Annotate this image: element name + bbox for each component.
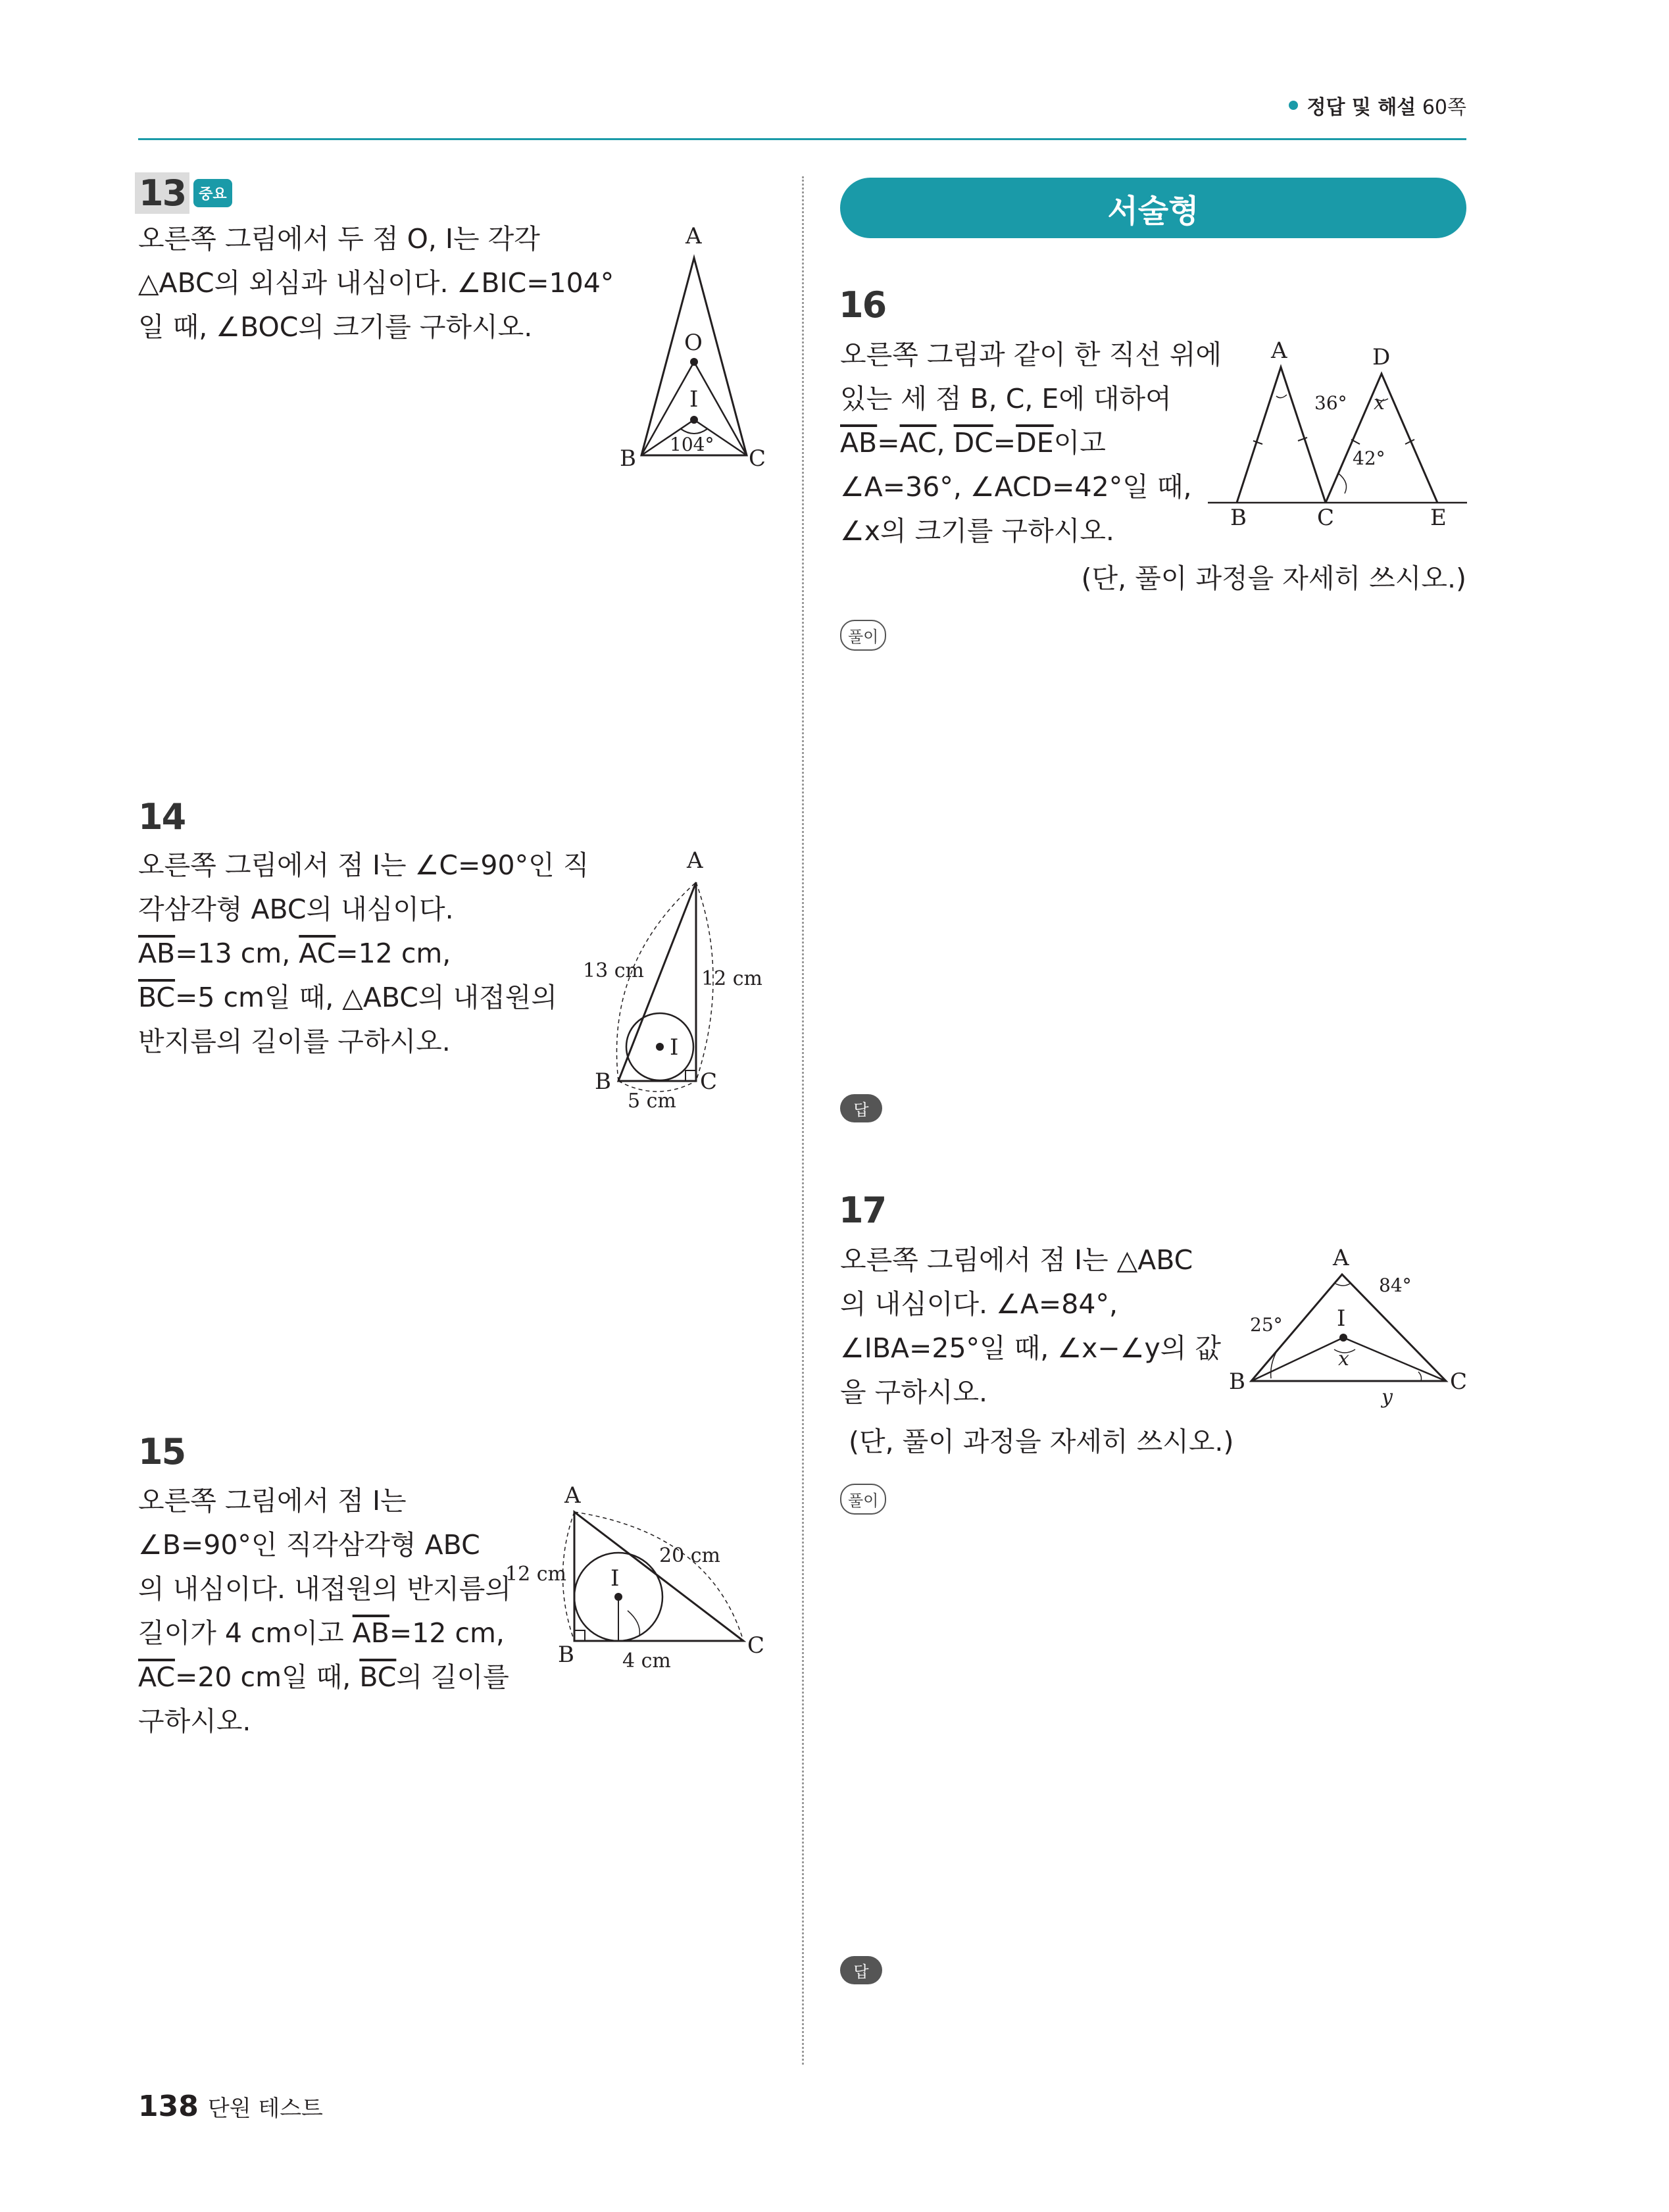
answer-reference-page: 60쪽: [1422, 96, 1466, 119]
label-b: B: [620, 445, 636, 472]
problem-16-text: 오른쪽 그림과 같이 한 직선 위에 있는 세 점 B, C, E에 대하여 $\overline{AB}=\overline{AC}$, $\overline{DC}=\overline{DE}$이고 ∠A=36°, ∠ACD=42°일 때, ∠x의 크기를 구하시오.: [840, 339, 1222, 547]
label-a: A: [687, 847, 703, 874]
label-angle-bic: 104°: [670, 434, 714, 455]
problem-14-number: 14: [138, 796, 186, 838]
column-divider: [802, 176, 804, 2065]
problem-15-figure: [500, 1480, 783, 1684]
problem-17-solution-label: 풀이: [840, 1484, 886, 1515]
section-name: 단원 테스트: [207, 2096, 323, 2122]
label-d: D: [1372, 344, 1391, 370]
label-a: A: [1271, 338, 1287, 364]
label-c: C: [1450, 1369, 1468, 1395]
bullet-icon: [1289, 101, 1298, 110]
label-x: x: [1374, 391, 1385, 415]
problem-13-text: 오른쪽 그림에서 두 점 O, I는 각각 △ABC의 외심과 내심이다. ∠BIC=104° 일 때, ∠BOC의 크기를 구하시오.: [138, 223, 614, 343]
label-angle-a: 36°: [1314, 392, 1347, 414]
label-i: I: [610, 1565, 620, 1592]
problem-14-figure: [579, 845, 789, 1122]
label-ac-length: 12 cm: [701, 967, 762, 990]
problem-17-figure: [1224, 1240, 1480, 1424]
label-i: I: [1337, 1305, 1346, 1332]
answer-reference-label: 정답 및 해설: [1307, 96, 1416, 119]
problem-15-number: 15: [138, 1431, 186, 1472]
label-angle-iba: 25°: [1250, 1314, 1283, 1336]
label-ab-length: 13 cm: [583, 959, 644, 982]
problem-17-note: (단, 풀이 과정을 자세히 쓰시오.): [849, 1426, 1234, 1457]
header-rule: [138, 138, 1466, 140]
label-bc-length: 5 cm: [628, 1090, 676, 1113]
page-header: [1289, 91, 1467, 120]
problem-15-text: 오른쪽 그림에서 점 I는 ∠B=90°인 직각삼각형 ABC 의 내심이다. 내접원의 반지름의 길이가 4 cm이고 $\overline{AB}=12$ cm, $\overline{AC}=20$ cm일 때, $\overline{BC}$의 길이를 구하시오.: [138, 1485, 512, 1737]
problem-16-solution-label: 풀이: [840, 620, 886, 651]
problem-13-figure: [618, 224, 776, 474]
label-y: y: [1382, 1386, 1393, 1409]
label-c: C: [749, 445, 766, 472]
label-i: I: [670, 1034, 679, 1061]
label-b: B: [558, 1642, 574, 1668]
label-i: I: [689, 386, 699, 413]
label-ac-length: 20 cm: [659, 1544, 720, 1567]
label-a: A: [685, 224, 702, 249]
label-c: C: [700, 1068, 718, 1095]
problem-17-number: 17: [839, 1190, 886, 1231]
label-ab-length: 12 cm: [505, 1563, 566, 1586]
page-number: 138: [138, 2090, 199, 2123]
label-angle-a: 84°: [1379, 1274, 1412, 1296]
problem-14-text: 오른쪽 그림에서 점 I는 ∠C=90°인 직 각삼각형 ABC의 내심이다. $\overline{AB}=13$ cm, $\overline{AC}=12$ cm, $\overline{BC}=5$ cm일 때, △ABC의 내접원의 반지름의 길이를 구하시오.: [138, 849, 589, 1057]
label-b: B: [1230, 505, 1247, 531]
label-c: C: [1317, 505, 1335, 531]
problem-17-answer-label: 답: [840, 1956, 882, 1984]
label-o: O: [684, 330, 703, 356]
problem-16-figure: [1204, 336, 1474, 540]
problem-13-number: 13 중요: [135, 172, 232, 214]
important-badge: 중요: [193, 179, 232, 207]
label-angle-acd: 42°: [1353, 447, 1385, 469]
label-c: C: [747, 1632, 765, 1659]
label-radius-length: 4 cm: [622, 1649, 671, 1672]
label-a: A: [1333, 1245, 1349, 1271]
label-b: B: [1229, 1369, 1245, 1395]
problem-16-answer-label: 답: [840, 1094, 882, 1122]
problem-17-text: 오른쪽 그림에서 점 I는 △ABC 의 내심이다. ∠A=84°, ∠IBA=25°일 때, ∠x−∠y의 값 을 구하시오.: [840, 1244, 1221, 1408]
page-footer: [138, 2090, 323, 2123]
label-a: A: [564, 1482, 581, 1509]
label-x: x: [1338, 1347, 1349, 1370]
label-b: B: [595, 1068, 611, 1095]
label-e: E: [1430, 505, 1447, 531]
problem-16-number: 16: [839, 284, 886, 326]
problem-16-note: (단, 풀이 과정을 자세히 쓰시오.): [1081, 563, 1466, 594]
section-banner: 서술형: [840, 178, 1466, 238]
